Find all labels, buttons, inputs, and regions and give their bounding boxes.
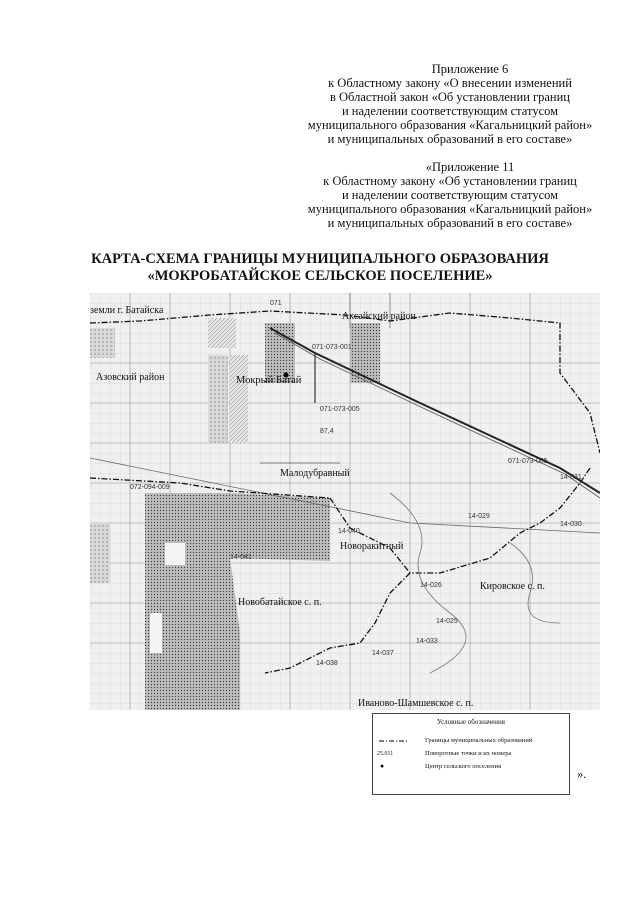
title-line-1: КАРТА-СХЕМА ГРАНИЦЫ МУНИЦИПАЛЬНОГО ОБРАЗОВАНИЯ	[91, 251, 549, 267]
header-line: в Областной закон «Об установлении границ	[329, 90, 570, 104]
settlement-block	[350, 323, 380, 383]
label-novobatayskoe: Новобатайское с. п.	[238, 597, 322, 608]
point-label: 072-094-009	[130, 484, 170, 491]
legend-label: Поворотные точки и их номера	[425, 750, 512, 757]
label-azovskiy: Азовский район	[96, 372, 165, 383]
field-gray	[230, 493, 330, 561]
point-label: 14-030	[560, 521, 582, 528]
label-mokry-batay: Мокрый Батай	[236, 375, 302, 386]
header-line: и муниципальных образований в его составе»	[327, 132, 573, 146]
appendix-header-1	[260, 62, 640, 146]
land-area	[90, 523, 110, 583]
header-line: муниципального образования «Кагальницкий район»	[307, 202, 593, 216]
point-label: 14-040	[338, 528, 360, 535]
map-canvas	[90, 293, 600, 710]
label-novorakitny: Новоракитный	[340, 541, 404, 552]
label-aksayskiy: Аксайский район	[342, 311, 416, 322]
point-label: 14-026	[420, 582, 442, 589]
point-label: 071-073-005	[508, 458, 548, 465]
appendix-number: «Приложение 11	[425, 160, 515, 174]
label-ivanovo: Иваново-Шамшевское с. п.	[358, 698, 474, 709]
point-label: 14-041	[230, 554, 252, 561]
settlement-block	[208, 355, 228, 443]
settlement-block	[265, 323, 295, 383]
map-scheme	[90, 293, 600, 710]
land-area	[90, 328, 115, 358]
point-label: 14-031	[560, 474, 582, 481]
header-line: и наделении соответствующим статусом	[341, 188, 559, 202]
legend-row-boundary	[377, 736, 567, 746]
point-label: 14-038	[316, 660, 338, 667]
label-malodubravny: Малодубравный	[280, 468, 350, 479]
point-label: 14-033	[416, 638, 438, 645]
legend-label: Центр сельского поселения	[425, 763, 502, 770]
field-gap	[150, 613, 162, 653]
boundary-line-icon	[377, 736, 409, 746]
center-dot-icon: ●	[380, 762, 385, 770]
point-label: 87,4	[320, 428, 334, 435]
field-gray	[145, 493, 240, 710]
point-number-symbol: 25.011	[377, 751, 394, 757]
legend-label: Границы муниципальных образований	[425, 737, 533, 744]
point-label: 14-029	[468, 513, 490, 520]
page-title	[0, 251, 640, 285]
header-line: к Областному закону «Об установлении границ	[323, 174, 577, 188]
closing-quote: ».	[577, 767, 587, 781]
label-zemli-bataysk: земли г. Батайска	[90, 305, 164, 316]
settlement-block	[230, 355, 248, 443]
legend-row-points	[377, 749, 567, 759]
point-label: 14-025	[436, 618, 458, 625]
label-kirovskoe: Кировское с. п.	[480, 581, 545, 592]
title-line-2: «МОКРОБАТАЙСКОЕ СЕЛЬСКОЕ ПОСЕЛЕНИЕ»	[147, 268, 493, 284]
point-label: 14-037	[372, 650, 394, 657]
point-label: 071-073-001	[312, 344, 352, 351]
point-label: 071	[270, 300, 282, 307]
map-legend	[372, 713, 570, 795]
header-line: и наделении соответствующим статусом	[341, 104, 559, 118]
point-label: 071-073-005	[320, 406, 360, 413]
legend-title: Условные обозначения	[436, 718, 506, 726]
settlement-block	[208, 318, 236, 348]
appendix-header-2	[260, 160, 640, 230]
header-line: и муниципальных образований в его составе»	[327, 216, 573, 230]
field-gap	[165, 543, 185, 565]
header-line: к Областному закону «О внесении изменений	[328, 76, 572, 90]
legend-row-center	[377, 762, 567, 772]
header-line: муниципального образования «Кагальницкий район»	[307, 118, 593, 132]
appendix-number: Приложение 6	[431, 62, 509, 76]
